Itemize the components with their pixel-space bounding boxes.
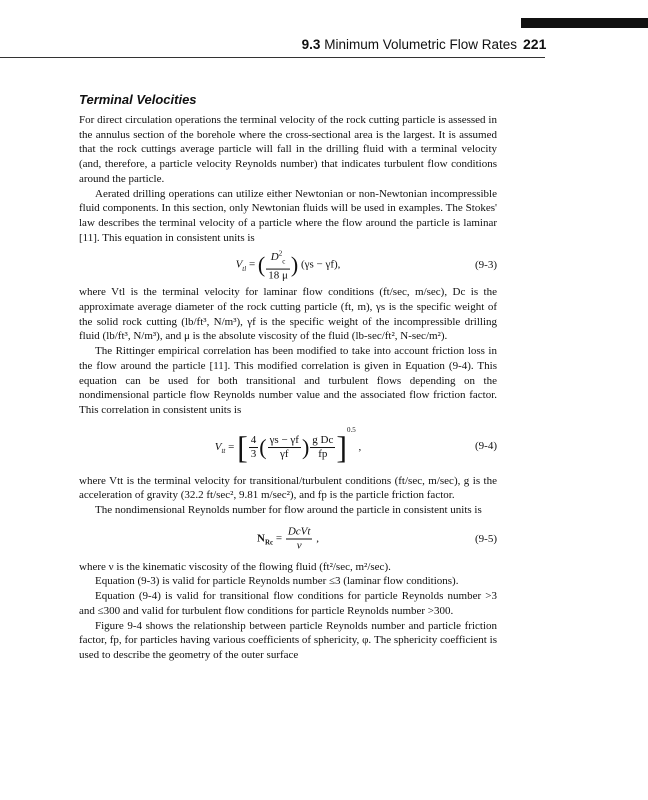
eq3-term: (γs − γf), <box>300 258 341 271</box>
section-heading: Terminal Velocities <box>79 92 197 107</box>
page-number: 221 <box>523 36 547 52</box>
running-header <box>0 37 517 52</box>
paragraph: The Rittinger empirical correlation has been modified to take into account friction loss in the flow around the particle [11]. This modified correlation is given in Equation (9-4). This equation can be used for both transitional and turbulent flows depending on the nondimensional particle flow Reynolds number value and the associated flow friction factor. This correlation in consistent units is <box>79 345 497 416</box>
page-body <box>79 92 497 663</box>
section-title: Minimum Volumetric Flow Rates <box>324 37 517 52</box>
header-rule <box>0 57 545 58</box>
equation-9-5: $N_{Rc}$ = $\frac{\text{DcVt}}{v}$ , (9-5) <box>257 525 497 552</box>
paragraph: Figure 9-4 shows the relationship between particle Reynolds number and particle friction factor, fp, for particles having various coefficients of sphericity, φ. The sphericity coefficient is used to describe the geometry of the outer surface <box>79 619 497 661</box>
paragraph: Equation (9-4) is valid for transitional flow conditions for particle Reynolds number >3 and ≤300 and valid for turbulent flow conditions for particle Reynolds number >300. <box>79 590 497 617</box>
paragraph: For direct circulation operations the terminal velocity of the rock cutting particle is assessed in the annulus section of the borehole where the cross-sectional area is the largest. It is assumed that the rock cuttings average particle will fall in the drilling fluid with a terminal velocity (and, therefore, a particle velocity Reynolds number) that indicates turbulent flow conditions around the particle. <box>79 114 497 185</box>
paragraph: Aerated drilling operations can utilize either Newtonian or non-Newtonian incompressible fluid components. In this section, only Newtonian fluids will be used in examples. The Stokes' law describes the terminal velocity of a particle where the flow around the particle is laminar [11]. This equation in consistent units is <box>79 187 497 244</box>
paragraph: where ν is the kinematic viscosity of the flowing fluid (ft²/sec, m²/sec). <box>79 560 391 573</box>
paragraph: Equation (9-3) is valid for particle Reynolds number ≤3 (laminar flow conditions). <box>95 575 459 588</box>
paragraph: where Vtl is the terminal velocity for laminar flow conditions (ft/sec, m/sec), Dc is the approximate average diameter of the rock cutting particle (ft, m), γs is the specific weight of the solid rock cutting (lb/ft³, N/m³), γf is the specific weight of the incompressible drilling fluid (lb/ft³, N/m³), and μ is the absolute viscosity of the fluid (lb-sec/ft², N-sec/m²). <box>79 286 497 343</box>
section-number: 9.3 <box>301 37 321 52</box>
equation-9-4: $V_{tt}$ = [ $\frac{4}{3}$ ( $\frac{\gamma s - \gamma f}{\gamma f}$ ) $\frac{\text{g Dc}}{fp}$ ]$^{0.5}$ , (9-4) <box>214 425 497 465</box>
equation-number: (9-4) <box>475 439 497 452</box>
equation-number: (9-5) <box>475 532 497 545</box>
paragraph: where Vtt is the terminal velocity for transitional/turbulent conditions (ft/sec, m/sec), g is the acceleration of gravity (32.2 ft/sec², 9.81 m/sec²), and fp is the particle friction factor. <box>79 474 497 502</box>
header-bar <box>521 18 648 28</box>
equation-number: (9-3) <box>475 259 497 272</box>
equation-9-3: $V_{tl}$ = ( $\frac{D^2_c}{18 \mu}$ ) (γs − γf), (9-3) <box>235 249 497 282</box>
paragraph: The nondimensional Reynolds number for flow around the particle in consistent units is <box>95 504 482 517</box>
